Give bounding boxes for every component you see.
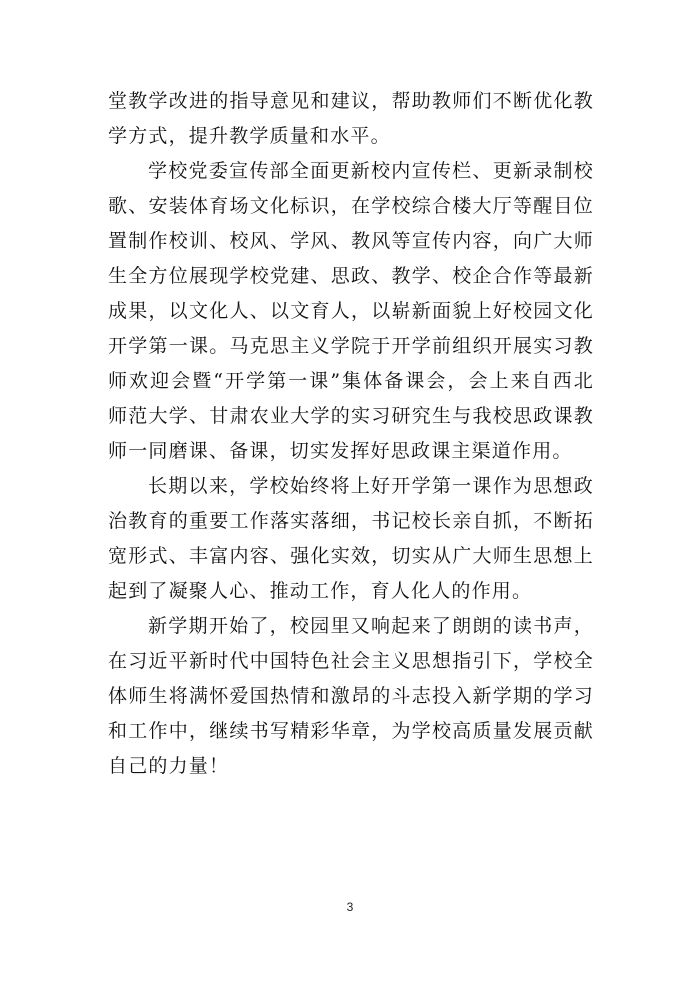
page-number: 3 xyxy=(346,900,354,914)
paragraph-continuation: 堂教学改进的指导意见和建议，帮助教师们不断优化教学方式，提升教学质量和水平。 xyxy=(108,90,594,147)
body-text xyxy=(108,84,594,784)
paragraph-new-semester: 新学期开始了，校园里又响起来了朗朗的读书声，在习近平新时代中国特色社会主义思想指引下，学校全体师生将满怀爱国热情和激昂的斗志投入新学期的学习和工作中，继续书写精彩华章，为学校高质量发展贡献自己的力量！ xyxy=(108,615,594,777)
paragraph-publicity: 学校党委宣传部全面更新校内宣传栏、更新录制校歌、安装体育场文化标识，在学校综合楼大厅等醒目位置制作校训、校风、学风、教风等宣传内容，向广大师生全方位展现学校党建、思政、教学、校企合作等最新成果，以文化人、以文育人，以崭新面貌上好校园文化开学第一课。马克思主义学院于开学前组织开展实习教师欢迎会暨“开学第一课”集体备课会，会上来自西北师范大学、甘肃农业大学的实习研究生与我校思政课教师一同磨课、备课，切实发挥好思政课主渠道作用。 xyxy=(108,160,594,462)
paragraph-long-term: 长期以来，学校始终将上好开学第一课作为思想政治教育的重要工作落实落细，书记校长亲自抓，不断拓宽形式、丰富内容、强化实效，切实从广大师生思想上起到了凝聚人心、推动工作，育人化人的作用。 xyxy=(108,475,594,602)
